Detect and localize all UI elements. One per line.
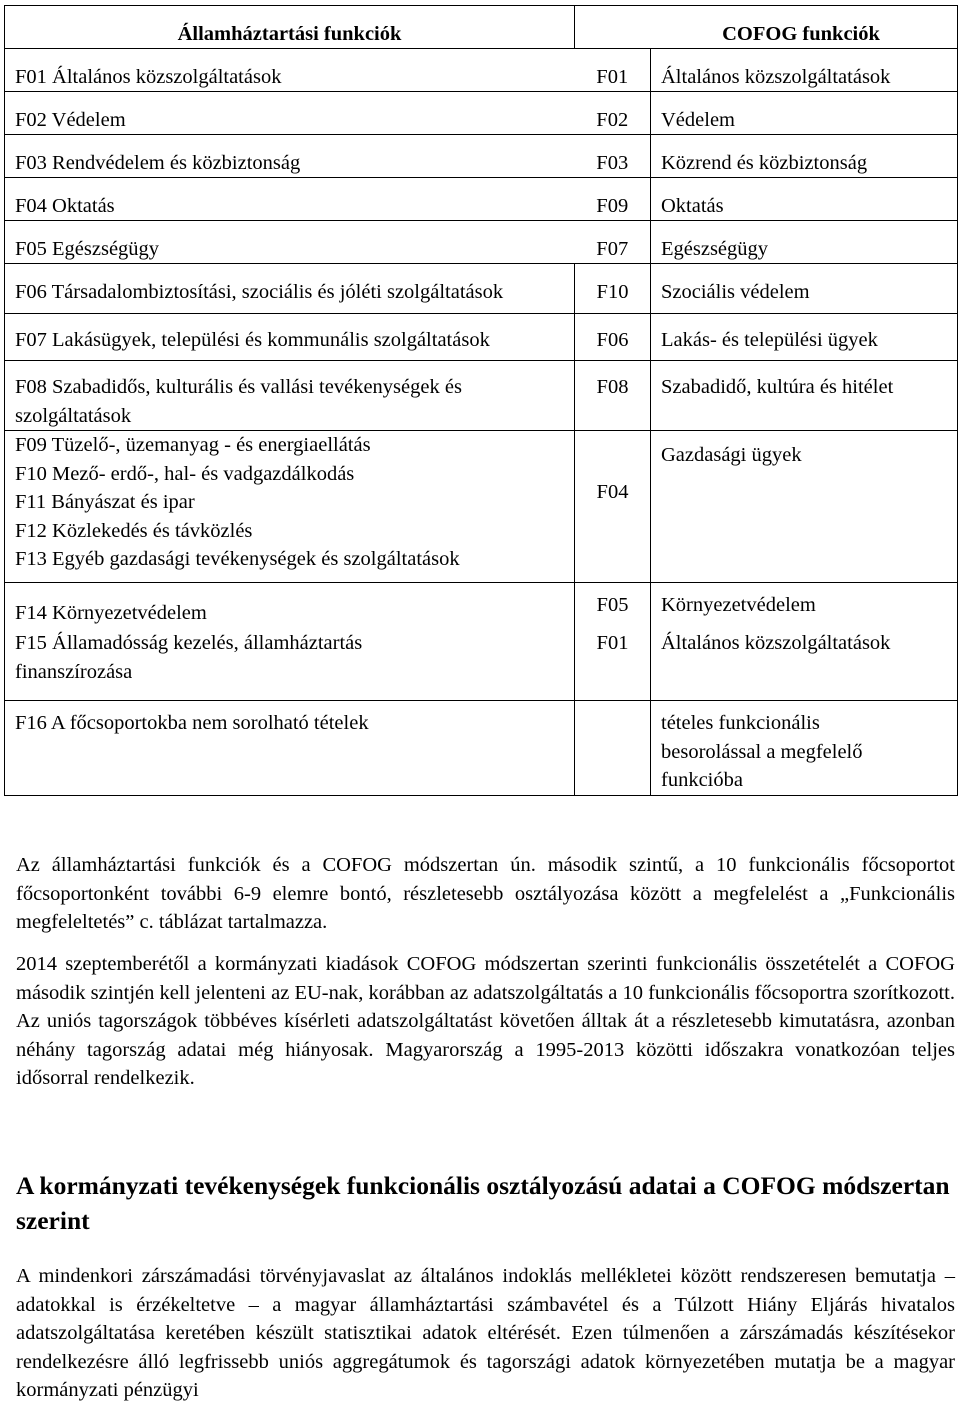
row-left-label: F06 Társadalombiztosítási, szociális és jóléti szolgáltatások [5, 264, 575, 314]
table-row [5, 49, 958, 92]
row-right-label: Oktatás [651, 178, 958, 221]
paragraph-closing-accounts: A mindenkori zárszámadási törvényjavaslat az általános indoklás mellékletei között rendszeresen bemutatja – adatokkal is érzékeltetve – a magyar államháztartási számbavétel és a Túlzott Hiány Eljárás hivatalos adatszolgáltatása keretében készült statisztikai adatok eltérését. Ezen túlmenően a zárszámadás készítésekor rendelkezésre álló legfrissebb uniós aggregátumok és tagországi adatok környezetében mutatja be a magyar kormányzati pénzügyi [16, 1265, 955, 1401]
header-state-functions: Államháztartási funkciók [5, 6, 575, 49]
row-code: F02 [575, 92, 651, 135]
table-row [5, 361, 958, 431]
row14-left-label: F14 Környezetvédelem [15, 601, 207, 624]
row15-right-label: Általános közszolgáltatások [661, 632, 891, 654]
table-row [5, 313, 958, 361]
row-left-label: F04 Oktatás [5, 178, 575, 221]
row-left-label: F02 Védelem [5, 92, 575, 135]
table-row-economic-group [5, 431, 958, 583]
row-right-label: Közrend és közbiztonság [651, 135, 958, 178]
section-heading: A kormányzati tevékenységek funkcionális osztályozású adatai a COFOG módszertan szerint [16, 1171, 950, 1235]
group-14-15-codes [575, 582, 651, 701]
table-header-row [5, 6, 958, 49]
row-right-label: Szociális védelem [651, 264, 958, 314]
row-right-label: Szabadidő, kultúra és hitélet [651, 361, 958, 431]
group-14-15-right [651, 582, 958, 701]
row15-code: F01 [596, 632, 629, 654]
row-left-label: F01 Általános közszolgáltatások [5, 49, 575, 92]
table-row [5, 221, 958, 264]
row-code: F03 [575, 135, 651, 178]
row-code: F01 [575, 49, 651, 92]
economic-line-f10: F10 Mező- erdő-, hal- és vadgazdálkodás [15, 462, 355, 485]
row-code: F06 [575, 313, 651, 361]
row-right-label: Egészségügy [651, 221, 958, 264]
row16-right-label: tételes funkcionális besorolással a megfelelő funkcióba [651, 701, 958, 796]
economic-line-f11: F11 Bányászat és ipar [15, 491, 195, 513]
header-cofog-functions: COFOG funkciók [575, 6, 958, 49]
group-14-15-left [5, 582, 575, 701]
row15-left-label: F15 Államadósság kezelés, államháztartás finanszírozása [15, 632, 363, 683]
table-row [5, 135, 958, 178]
table-row [5, 92, 958, 135]
table-row [5, 701, 958, 796]
economic-group-right: Gazdasági ügyek [651, 431, 958, 583]
economic-line-f09: F09 Tüzelő-, üzemanyag - és energiaellátás [15, 434, 371, 456]
row-left-label: F08 Szabadidős, kulturális és vallási tevékenységek és szolgáltatások [5, 361, 575, 431]
economic-group-code: F04 [575, 431, 651, 583]
row-right-label: Általános közszolgáltatások [651, 49, 958, 92]
paragraph-cofog-mapping: Az államháztartási funkciók és a COFOG módszertan ún. második szintű, a 10 funkcionális főcsoportot főcsoportonként további 6-9 elemre bontó, részletesebb osztályozása között a megfelelést a „Funkcionális megfeleltetés” c. táblázat tartalmazza. [16, 854, 955, 933]
row16-left-label: F16 A főcsoportokba nem sorolható tételek [5, 701, 575, 796]
economic-group-left [5, 431, 575, 583]
table-row-group-14-15 [5, 582, 958, 701]
table-row [5, 178, 958, 221]
row-right-label: Lakás- és települési ügyek [651, 313, 958, 361]
table-row [5, 264, 958, 314]
row16-code [575, 701, 651, 796]
row-code: F08 [575, 361, 651, 431]
row-code: F09 [575, 178, 651, 221]
row-left-label: F03 Rendvédelem és közbiztonság [5, 135, 575, 178]
row-left-label: F05 Egészségügy [5, 221, 575, 264]
row14-right-label: Környezetvédelem [661, 593, 816, 616]
economic-line-f12: F12 Közlekedés és távközlés [15, 519, 253, 542]
row-code: F07 [575, 221, 651, 264]
economic-line-f13: F13 Egyéb gazdasági tevékenységek és szolgáltatások [15, 548, 460, 570]
row14-code: F05 [596, 593, 629, 616]
row-left-label: F07 Lakásügyek, települési és kommunális szolgáltatások [5, 313, 575, 361]
row-code: F10 [575, 264, 651, 314]
functional-mapping-table [4, 5, 958, 796]
row-right-label: Védelem [651, 92, 958, 135]
paragraph-eu-reporting: 2014 szeptemberétől a kormányzati kiadások COFOG módszertan szerinti funkcionális összetételét a COFOG második szintjén kell jelenteni az EU-nak, korábban az adatszolgáltatás a 10 funkcionális főcsoportra szorítkozott. Az uniós tagországok többéves kísérleti adatszolgáltatást követően álltak át a részletesebb kimutatásra, azonban néhány tagország adatai még hiányosak. Magyarország a 1995-2013 közötti időszakra vonatkozóan teljes idősorral rendelkezik. [16, 953, 955, 1089]
